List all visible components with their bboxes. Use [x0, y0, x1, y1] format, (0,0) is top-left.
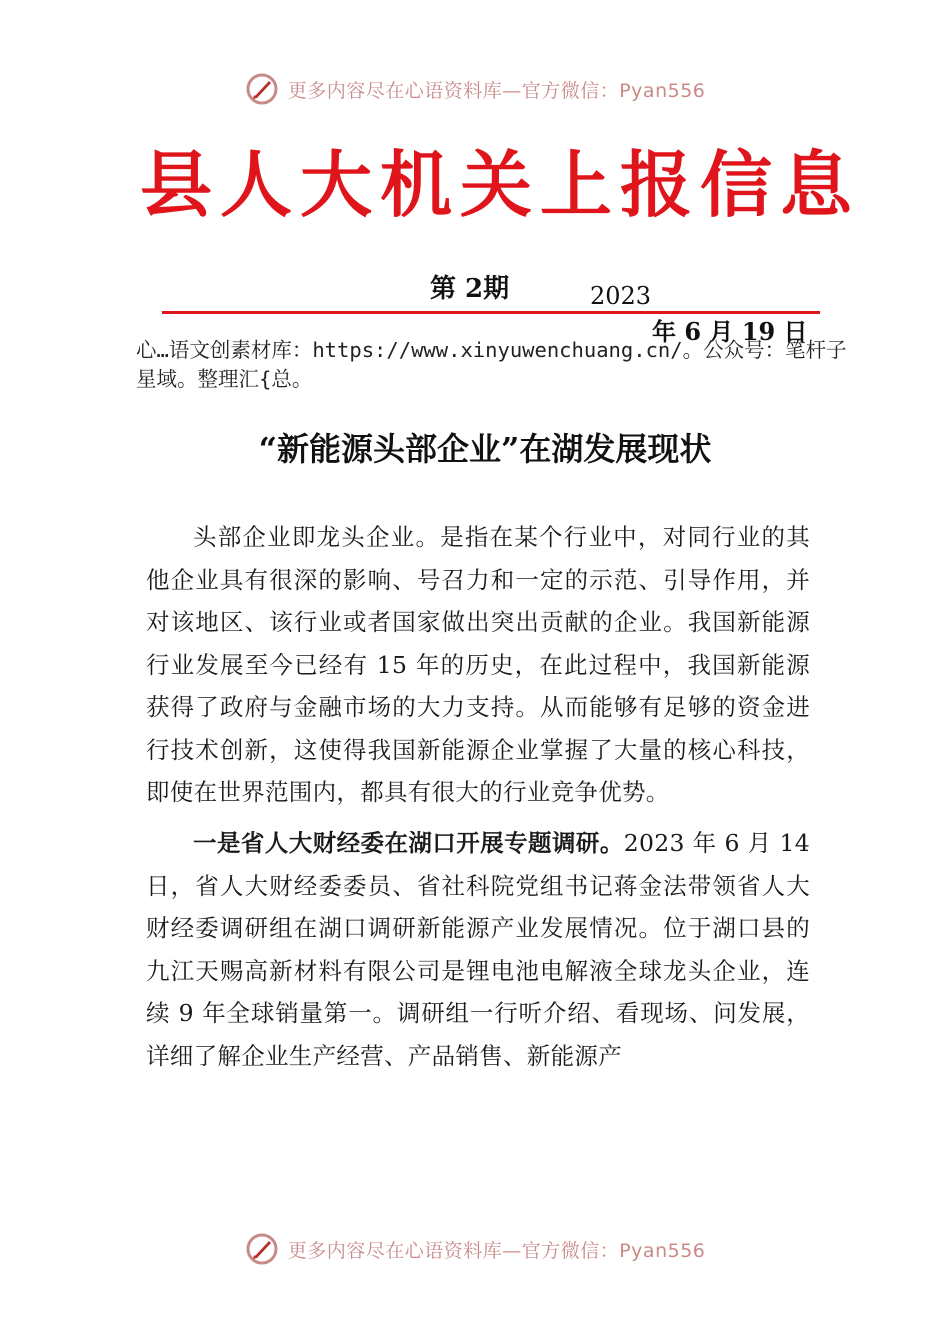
issue-year: 2023	[590, 282, 652, 310]
paragraph-1-text: 头部企业即龙头企业。是指在某个行业中，对同行业的其他企业具有很深的影响、号召力和一定的示范、引导作用，并对该地区、该行业或者国家做出突出贡献的企业。我国新能源行业发展至今已经有 15 年的历史，在此过程中，我国新能源获得了政府与金融市场的大力支持。从而能够有足够的资金进行技术创新，这使得我国新能源企业掌握了大量的核心科技，即使在世界范围内，都具有很大的行业竞争优势。	[146, 523, 810, 806]
article-paragraph-1	[146, 516, 810, 814]
watermark-bottom	[0, 1232, 950, 1266]
issue-number: 第 2期	[430, 274, 510, 304]
quill-logo-icon	[245, 1232, 279, 1266]
paragraph-2-lead: 一是省人大财经委在湖口开展专题调研。	[193, 829, 624, 857]
paragraph-2-text	[146, 822, 810, 1077]
masthead-title: 县人大机关上报信息	[140, 142, 861, 227]
quill-logo-icon	[245, 72, 279, 106]
watermark-text: 更多内容尽在心语资料库—官方微信：Pyan556	[287, 79, 706, 102]
watermark-text: 更多内容尽在心语资料库—官方微信：Pyan556	[287, 1239, 706, 1262]
source-note: 心…语文创素材库：https://www.xinyuwenchuang.cn/。公众号：笔杆子星域。整理汇{总。	[136, 338, 847, 391]
issue-date: 年 6 月 19 日	[652, 317, 808, 346]
article-title: “新能源头部企业”在湖发展现状	[258, 430, 712, 468]
watermark-top	[0, 72, 950, 106]
paragraph-2-body: 2023 年 6 月 14 日，省人大财经委委员、省社科院党组书记蒋金法带领省人大财经委调研组在湖口调研新能源产业发展情况。位于湖口县的九江天赐高新材料有限公司是锂电池电解液全球龙头企业，连续 9 年全球销量第一。调研组一行听介绍、看现场、问发展，详细了解企业生产经营、产品销售、新能源产	[146, 829, 810, 1070]
article-paragraph-2	[146, 822, 810, 1077]
